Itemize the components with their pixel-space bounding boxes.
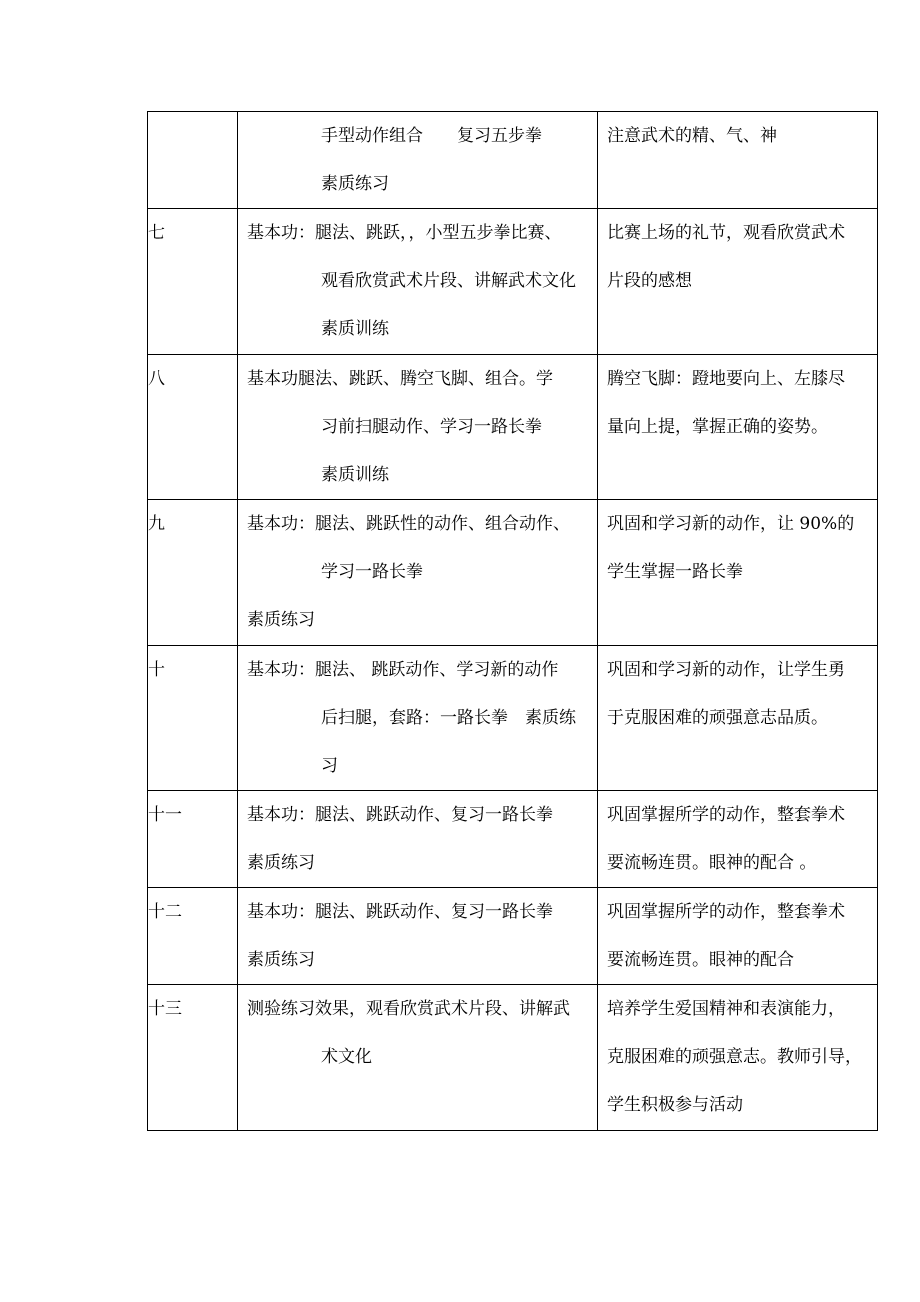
notes-cell (598, 646, 878, 791)
week-cell (148, 112, 238, 209)
notes-line: 比赛上场的礼节，观看欣赏武术 (607, 223, 845, 243)
notes-cell (598, 500, 878, 646)
content-line: 基本功：腿法、跳跃动作、复习一路长拳 (247, 902, 553, 922)
content-line: 基本功：腿法、跳跃性的动作、组合动作、 (247, 514, 570, 534)
content-line: 手型动作组合 复习五步拳 (321, 126, 542, 146)
notes-line: 培养学生爱国精神和表演能力， (607, 999, 845, 1019)
content-cell (238, 646, 598, 791)
content-cell (238, 791, 598, 888)
notes-line: 巩固掌握所学的动作，整套拳术 (607, 805, 845, 825)
content-cell (238, 209, 598, 355)
content-line: 素质练习 (247, 610, 315, 630)
content-line: 素质练习 (321, 174, 389, 194)
notes-line: 于克服困难的顽强意志品质。 (607, 708, 828, 728)
content-line: 术文化 (321, 1047, 372, 1067)
week-cell: 十二 (148, 888, 238, 985)
content-line: 素质训练 (321, 319, 389, 339)
notes-cell (598, 791, 878, 888)
content-line: 基本功：腿法、跳跃动作、复习一路长拳 (247, 805, 553, 825)
table-row (148, 791, 878, 888)
content-cell (238, 355, 598, 500)
content-line: 观看欣赏武术片段、讲解武术文化 (321, 271, 576, 291)
content-line: 基本功腿法、跳跃、腾空飞脚、组合。学 (247, 369, 553, 389)
table-row (148, 985, 878, 1131)
table-row (148, 500, 878, 646)
notes-line: 学生积极参与活动 (607, 1095, 743, 1115)
notes-cell (598, 355, 878, 500)
notes-line: 学生掌握一路长拳 (607, 562, 743, 582)
week-cell: 十 (148, 646, 238, 791)
table-row (148, 209, 878, 355)
content-line: 基本功：腿法、跳跃，，小型五步拳比赛、 (247, 223, 562, 243)
notes-line: 片段的感想 (607, 271, 692, 291)
table-row (148, 888, 878, 985)
teaching-plan-table (147, 111, 878, 1131)
content-cell (238, 888, 598, 985)
content-cell (238, 500, 598, 646)
content-line: 测验练习效果，观看欣赏武术片段、讲解武 (247, 999, 570, 1019)
notes-cell (598, 985, 878, 1131)
week-cell: 七 (148, 209, 238, 355)
content-line: 习 (321, 756, 338, 776)
content-line: 素质练习 (247, 853, 315, 873)
notes-cell (598, 112, 878, 209)
week-cell: 十三 (148, 985, 238, 1131)
week-cell: 九 (148, 500, 238, 646)
notes-line: 注意武术的精、气、神 (607, 126, 777, 146)
notes-line: 腾空飞脚：蹬地要向上、左膝尽 (607, 369, 845, 389)
content-line: 素质训练 (321, 465, 389, 485)
table-row (148, 112, 878, 209)
notes-line: 巩固掌握所学的动作，整套拳术 (607, 902, 845, 922)
week-cell: 八 (148, 355, 238, 500)
content-line: 习前扫腿动作、学习一路长拳 (321, 417, 542, 437)
content-line: 学习一路长拳 (321, 562, 423, 582)
notes-cell (598, 888, 878, 985)
content-line: 基本功：腿法、 跳跃动作、学习新的动作 (247, 660, 559, 680)
week-cell: 十一 (148, 791, 238, 888)
content-line: 后扫腿，套路：一路长拳 素质练 (321, 708, 576, 728)
table-row (148, 646, 878, 791)
table-row (148, 355, 878, 500)
notes-cell (598, 209, 878, 355)
content-cell (238, 985, 598, 1131)
content-line: 素质练习 (247, 950, 315, 970)
notes-line: 要流畅连贯。眼神的配合 (607, 950, 794, 970)
notes-line: 克服困难的顽强意志。教师引导， (607, 1047, 862, 1067)
notes-line: 巩固和学习新的动作，让学生勇 (607, 660, 845, 680)
notes-line: 要流畅连贯。眼神的配合 。 (607, 853, 817, 873)
notes-line: 量向上提，掌握正确的姿势。 (607, 417, 828, 437)
notes-line: 巩固和学习新的动作，让 90%的 (607, 514, 855, 534)
content-cell (238, 112, 598, 209)
